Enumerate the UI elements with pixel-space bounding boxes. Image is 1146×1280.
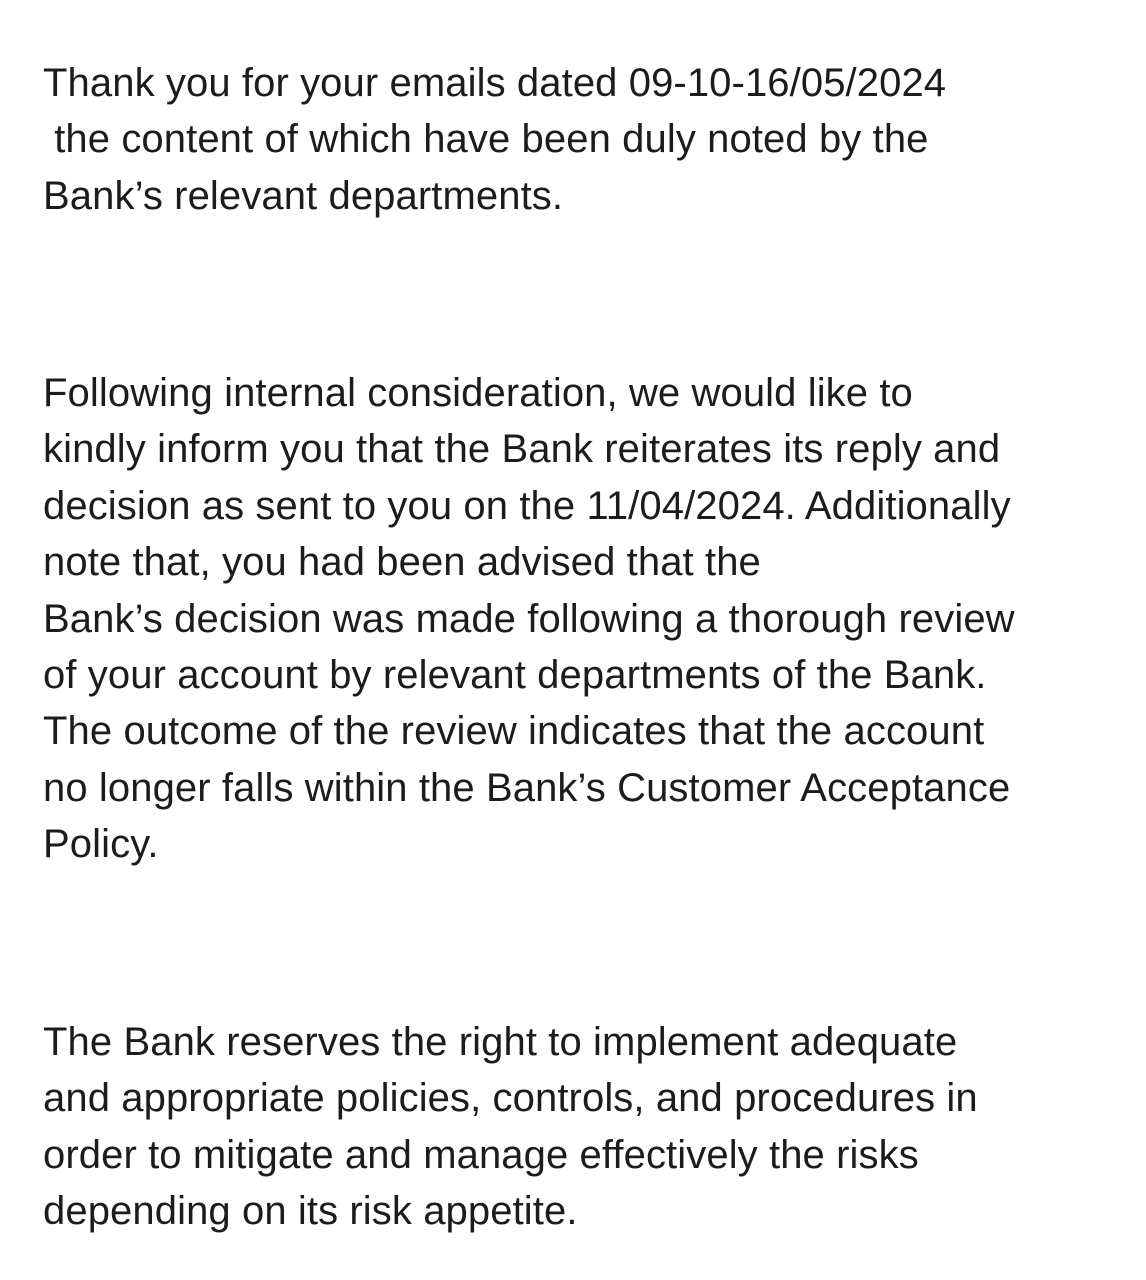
text-line: Following internal consideration, we would like to [43, 371, 913, 415]
paragraph-decision [43, 365, 1015, 873]
paragraph-acknowledgement [43, 55, 946, 224]
text-line: no longer falls within the Bank’s Customer Acceptance [43, 765, 1011, 810]
text-line: Policy. [43, 822, 159, 867]
text-line: Thank you for your emails dated 09-10-16/05/2024 [43, 61, 947, 105]
text-line: and appropriate policies, controls, and procedures in [43, 1076, 978, 1121]
text-line: Bank’s relevant departments. [43, 173, 564, 218]
text-line: note that, you had been advised that the [43, 540, 761, 585]
text-line: of your account by relevant departments of the Bank. [43, 653, 987, 698]
text-line: decision as sent to you on the 11/04/2024. Additionally [43, 483, 1011, 528]
text-line: depending on its risk appetite. [43, 1189, 578, 1234]
text-line: The Bank reserves the right to implement adequate [43, 1020, 958, 1064]
text-line: the content of which have been duly noted by the [43, 117, 929, 162]
paragraph-reservation [43, 1014, 978, 1240]
text-line: The outcome of the review indicates that the account [43, 709, 985, 754]
text-line: kindly inform you that the Bank reiterates its reply and [43, 427, 1001, 472]
text-line: Bank’s decision was made following a thorough review [43, 596, 1015, 641]
text-line: order to mitigate and manage effectively the risks [43, 1132, 919, 1177]
